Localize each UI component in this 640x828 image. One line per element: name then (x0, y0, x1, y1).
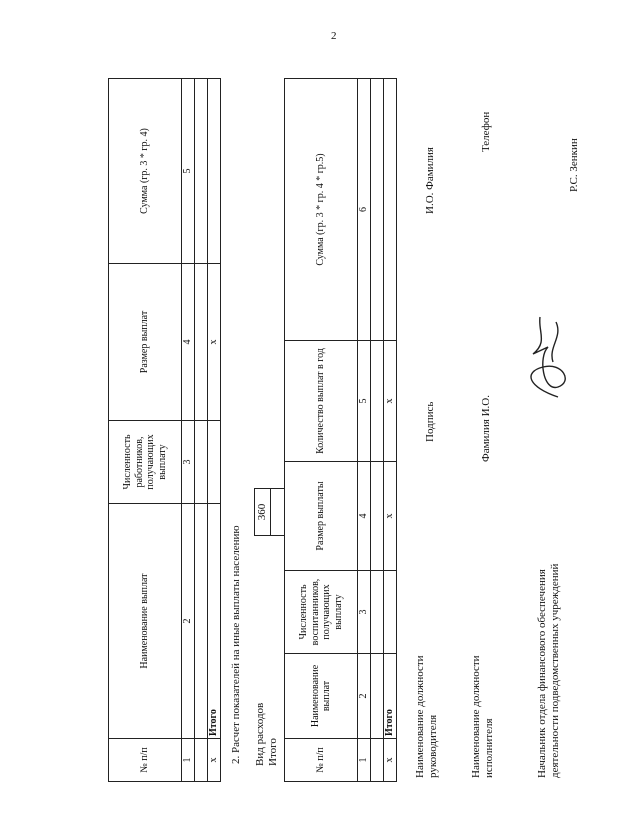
col-number: 1 (358, 739, 371, 782)
exec-position: Наименование должности исполнителя (470, 655, 496, 778)
header-per-year: Количество выплат в год (285, 341, 358, 462)
exec-phone: Телефон (480, 111, 492, 152)
table-row-total (208, 79, 221, 782)
col-number: 5 (182, 79, 195, 264)
col-number: 3 (358, 571, 371, 654)
table-row (371, 79, 384, 782)
col-number: 4 (182, 264, 195, 421)
chief-position: Начальник отдела финансового обеспечения деятельности подведомственных учреждений (536, 563, 562, 778)
header-count: Численность работников, получающих выплату (109, 421, 182, 504)
col-number: 5 (358, 341, 371, 462)
total-cell: х (384, 341, 397, 462)
payments-table-1 (108, 78, 221, 782)
chief-name: Р.С. Зенкин (568, 138, 580, 192)
header-sum: Сумма (гр. 3 * гр. 4) (109, 79, 182, 264)
rotated-content (108, 42, 588, 782)
total-label: Итого (208, 504, 221, 739)
header-size: Размер выплаты (285, 462, 358, 571)
total-label: Итого (384, 654, 397, 739)
page-number: 2 (331, 30, 337, 42)
table-row (358, 79, 371, 782)
total-cell: х (384, 462, 397, 571)
total-cell (384, 79, 397, 341)
table-row (182, 79, 195, 782)
header-name: Наименование выплат (109, 504, 182, 739)
col-number: 4 (358, 462, 371, 571)
total-cell: х (208, 739, 221, 782)
col-number: 2 (358, 654, 371, 739)
expense-total-box (269, 488, 285, 536)
total-cell (208, 421, 221, 504)
table-row-total (384, 79, 397, 782)
head-name: И.О. Фамилия (424, 147, 436, 214)
expense-type-value: 360 (254, 488, 271, 536)
total-cell: х (384, 739, 397, 782)
col-number: 6 (358, 79, 371, 341)
section-title: 2. Расчет показателей на иные выплаты населению (230, 525, 242, 764)
table-row (195, 79, 208, 782)
header-size: Размер выплат (109, 264, 182, 421)
header-num: № п/п (285, 739, 358, 782)
total-cell: х (208, 264, 221, 421)
expense-type-label (254, 703, 280, 766)
payments-table-2 (284, 78, 397, 782)
col-number: 3 (182, 421, 195, 504)
vid-label: Вид расходов (254, 702, 266, 766)
header-count: Численность воспитанников, получающих выплату (285, 571, 358, 654)
handwritten-signature-icon (518, 312, 578, 402)
total-cell (208, 79, 221, 264)
head-position: Наименование должности руководителя (414, 655, 440, 778)
header-sum: Сумма (гр. 3 * гр. 4 * гр.5) (285, 79, 358, 341)
header-name: Наименование выплат (285, 654, 358, 739)
col-number: 2 (182, 504, 195, 739)
exec-name: Фамилия И.О. (480, 395, 492, 462)
header-num: № п/п (109, 739, 182, 782)
head-sign-label: Подпись (424, 401, 436, 442)
itogo-label: Итого (267, 738, 280, 766)
total-cell (384, 571, 397, 654)
col-number: 1 (182, 739, 195, 782)
